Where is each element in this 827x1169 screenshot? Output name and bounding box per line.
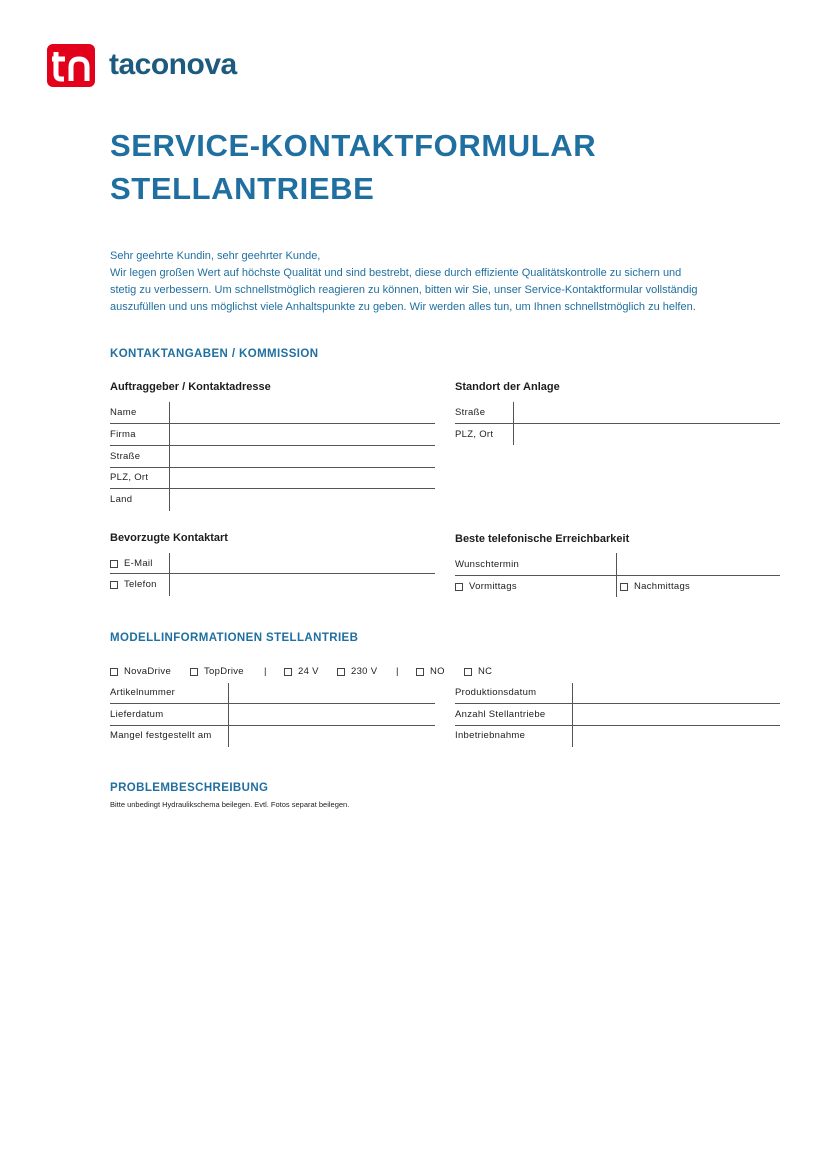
article-number-label: Artikelnummer [110, 687, 176, 698]
contact-phone-field[interactable] [171, 575, 435, 595]
actuator-count-field[interactable] [574, 705, 779, 725]
checkbox-icon[interactable] [110, 560, 118, 568]
intro-line-1: Sehr geehrte Kundin, sehr geehrter Kunde, [110, 250, 321, 262]
model-field-rule [110, 725, 435, 726]
intro-text [110, 248, 790, 316]
options-separator: | [264, 666, 267, 677]
options-separator: | [396, 666, 399, 677]
model-topdrive-label: TopDrive [204, 666, 244, 677]
site-street-label: Straße [455, 407, 486, 418]
contact-phone-option[interactable] [110, 579, 157, 590]
checkbox-icon[interactable] [464, 668, 472, 676]
mode-no-label: NO [430, 666, 445, 677]
model-field-rule [455, 703, 780, 704]
checkbox-icon[interactable] [284, 668, 292, 676]
model-topdrive-option[interactable] [190, 666, 244, 677]
section-heading-problem: PROBLEMBESCHREIBUNG [110, 782, 269, 794]
delivery-date-field[interactable] [230, 705, 434, 725]
client-street-field[interactable] [171, 447, 434, 467]
voltage-230v-label: 230 V [351, 666, 378, 677]
actuator-count-label: Anzahl Stellantriebe [455, 709, 546, 720]
site-street-field[interactable] [515, 403, 779, 423]
mode-nc-option[interactable] [464, 666, 492, 677]
contact-type-title: Bevorzugte Kontaktart [110, 532, 228, 544]
site-field-rule [455, 423, 780, 424]
defect-date-label: Mangel festgestellt am [110, 730, 212, 741]
client-company-label: Firma [110, 429, 136, 440]
voltage-24v-option[interactable] [284, 666, 319, 677]
contact-email-option[interactable] [110, 558, 153, 569]
problem-note: Bitte unbedingt Hydraulikschema beilegen. Evtl. Fotos separat beilegen. [110, 800, 350, 809]
checkbox-icon[interactable] [110, 581, 118, 589]
afternoon-label: Nachmittags [634, 581, 691, 592]
client-address-title: Auftraggeber / Kontaktadresse [110, 381, 271, 393]
morning-label: Vormittags [469, 581, 517, 592]
client-country-field[interactable] [171, 490, 434, 510]
mode-no-option[interactable] [416, 666, 445, 677]
client-name-label: Name [110, 407, 137, 418]
client-company-field[interactable] [171, 425, 434, 445]
mode-nc-label: NC [478, 666, 493, 677]
model-right-divider [572, 683, 573, 747]
production-date-field[interactable] [574, 683, 779, 703]
commissioning-label: Inbetriebnahme [455, 730, 526, 741]
site-location-title: Standort der Anlage [455, 381, 560, 393]
client-fields-divider [169, 402, 170, 511]
client-field-rule [110, 488, 435, 489]
client-zip-city-field[interactable] [171, 469, 434, 488]
contact-type-divider [169, 553, 170, 596]
client-zip-city-label: PLZ, Ort [110, 472, 149, 483]
contact-phone-label: Telefon [124, 579, 157, 590]
intro-line-2: Wir legen großen Wert auf höchste Qualität und sind bestrebt, diese durch effiziente Qualitätskontrolle zu sichern und [110, 267, 682, 279]
model-left-divider [228, 683, 229, 747]
afternoon-option[interactable] [620, 581, 690, 592]
client-street-label: Straße [110, 451, 141, 462]
problem-description-area[interactable] [110, 815, 780, 1115]
model-field-rule [110, 703, 435, 704]
checkbox-icon[interactable] [337, 668, 345, 676]
page-title-line-1: SERVICE-KONTAKTFORMULAR [110, 128, 597, 163]
site-zip-city-field[interactable] [515, 425, 779, 445]
taconova-logo-icon [47, 44, 95, 87]
site-zip-city-label: PLZ, Ort [455, 429, 494, 440]
client-name-field[interactable] [171, 403, 434, 423]
page-title-line-2: STELLANTRIEBE [110, 171, 375, 206]
checkbox-icon[interactable] [190, 668, 198, 676]
client-country-label: Land [110, 494, 133, 505]
intro-line-4: auszufüllen und uns möglichst viele Anhaltspunkte zu geben. Wir werden alles tun, um Ihnen schnellstmöglich zu helfen. [110, 301, 696, 313]
section-heading-contact: KONTAKTANGABEN / KOMMISSION [110, 348, 319, 360]
client-field-rule [110, 445, 435, 446]
morning-option[interactable] [455, 581, 517, 592]
intro-line-3: stetig zu verbessern. Um schnellstmöglich reagieren zu können, bitten wir Sie, unser Service-Kontaktformular vollständig [110, 284, 698, 296]
defect-date-field[interactable] [230, 727, 434, 747]
wish-date-field[interactable] [618, 553, 779, 573]
wish-date-label: Wunschtermin [455, 559, 520, 570]
checkbox-icon[interactable] [110, 668, 118, 676]
contact-type-rule [110, 573, 435, 574]
checkbox-icon[interactable] [416, 668, 424, 676]
model-field-rule [455, 725, 780, 726]
client-field-rule [110, 467, 435, 468]
brand-name: taconova [109, 48, 237, 81]
commissioning-field[interactable] [574, 727, 779, 747]
checkbox-icon[interactable] [620, 583, 628, 591]
model-novadrive-option[interactable] [110, 666, 171, 677]
voltage-24v-label: 24 V [298, 666, 319, 677]
delivery-date-label: Lieferdatum [110, 709, 164, 720]
voltage-230v-option[interactable] [337, 666, 377, 677]
article-number-field[interactable] [230, 683, 434, 703]
production-date-label: Produktionsdatum [455, 687, 537, 698]
contact-email-label: E-Mail [124, 558, 153, 569]
contact-email-field[interactable] [171, 553, 435, 573]
section-heading-model: MODELLINFORMATIONEN STELLANTRIEB [110, 632, 359, 644]
checkbox-icon[interactable] [455, 583, 463, 591]
client-field-rule [110, 423, 435, 424]
model-novadrive-label: NovaDrive [124, 666, 172, 677]
reachability-rule [455, 575, 780, 576]
reachability-title: Beste telefonische Erreichbarkeit [455, 533, 630, 545]
